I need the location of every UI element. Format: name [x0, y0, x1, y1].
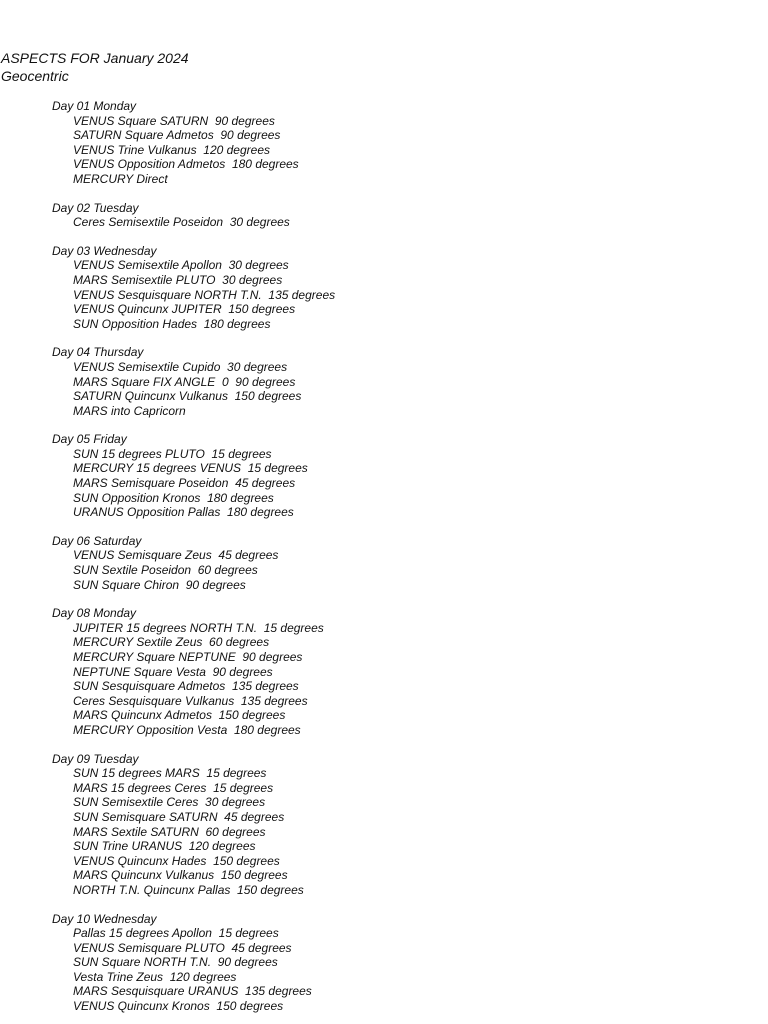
aspect-line: Pallas 15 degrees Apollon 15 degrees [73, 926, 279, 941]
day-block [52, 534, 752, 592]
day-title: Day 08 Monday [52, 606, 137, 621]
aspect-line: MERCURY 15 degrees VENUS 15 degrees [73, 461, 308, 476]
aspect-line: URANUS Opposition Pallas 180 degrees [73, 505, 294, 520]
aspect-line: MARS Sesquisquare URANUS 135 degrees [73, 984, 312, 999]
aspect-line: SUN 15 degrees MARS 15 degrees [73, 766, 267, 781]
aspect-line: VENUS Semisquare PLUTO 45 degrees [73, 940, 292, 955]
day-block [52, 912, 752, 1014]
day-title: Day 10 Wednesday [52, 911, 157, 926]
day-block [52, 99, 752, 187]
aspect-line: MERCURY Square NEPTUNE 90 degrees [73, 650, 303, 664]
day-block [52, 201, 752, 230]
aspect-line: SUN Opposition Hades 180 degrees [73, 316, 271, 331]
day-title: Day 04 Thursday [52, 345, 144, 360]
aspect-line: SUN Square NORTH T.N. 90 degrees [73, 955, 278, 970]
day-title: Day 09 Tuesday [52, 751, 139, 766]
aspect-line: MERCURY Opposition Vesta 180 degrees [73, 722, 301, 737]
day-title: Day 06 Saturday [52, 533, 142, 548]
aspect-line: SUN Semisquare SATURN 45 degrees [73, 809, 285, 824]
aspect-line: VENUS Quincunx JUPITER 150 degrees [73, 302, 296, 317]
day-block [52, 244, 752, 332]
aspect-line: MERCURY Sextile Zeus 60 degrees [73, 635, 270, 650]
aspect-line: VENUS Square SATURN 90 degrees [73, 113, 275, 128]
aspect-line: MARS 15 degrees Ceres 15 degrees [73, 780, 274, 795]
aspect-line: VENUS Semisquare Zeus 45 degrees [73, 548, 279, 563]
aspect-line: MARS Quincunx Vulkanus 150 degrees [73, 868, 288, 883]
day-block [52, 345, 752, 418]
aspect-line: SATURN Square Admetos 90 degrees [73, 128, 281, 143]
aspect-line: VENUS Quincunx Kronos 150 degrees [73, 999, 284, 1014]
aspect-line: MARS Square FIX ANGLE 0 90 degrees [73, 374, 296, 389]
aspect-line: Ceres Semisextile Poseidon 30 degrees [73, 215, 290, 230]
aspect-line: MERCURY Direct [73, 171, 168, 186]
day-title: Day 01 Monday [52, 99, 137, 113]
day-block [52, 432, 752, 520]
aspect-line: SUN Square Chiron 90 degrees [73, 577, 246, 592]
aspect-line: Ceres Sesquisquare Vulkanus 135 degrees [73, 693, 308, 708]
aspect-line: MARS Sextile SATURN 60 degrees [73, 824, 266, 839]
day-title: Day 03 Wednesday [52, 243, 157, 258]
aspect-line: VENUS Opposition Admetos 180 degrees [73, 157, 299, 172]
aspect-line: NORTH T.N. Quincunx Pallas 150 degrees [73, 882, 304, 897]
aspect-line: SUN Sextile Poseidon 60 degrees [73, 563, 258, 578]
document-header [1, 50, 189, 85]
aspect-line: VENUS Trine Vulkanus 120 degrees [73, 142, 270, 157]
aspect-line: VENUS Semisextile Cupido 30 degrees [73, 359, 288, 374]
page-title: ASPECTS FOR January 2024 [1, 50, 189, 66]
day-title: Day 05 Friday [52, 432, 127, 447]
page-subtitle: Geocentric [1, 67, 69, 84]
aspect-line: SUN Opposition Kronos 180 degrees [73, 490, 274, 505]
aspect-line: MARS Semisquare Poseidon 45 degrees [73, 476, 296, 491]
aspect-line: VENUS Sesquisquare NORTH T.N. 135 degrees [73, 287, 336, 302]
aspect-line: VENUS Semisextile Apollon 30 degrees [73, 258, 289, 273]
day-title: Day 02 Tuesday [52, 200, 139, 215]
aspect-line: SUN Semisextile Ceres 30 degrees [73, 795, 266, 810]
aspect-line: SUN Trine URANUS 120 degrees [73, 839, 256, 854]
aspect-line: MARS into Capricorn [73, 403, 186, 418]
aspect-line: JUPITER 15 degrees NORTH T.N. 15 degrees [73, 620, 324, 635]
aspect-line: NEPTUNE Square Vesta 90 degrees [73, 664, 273, 679]
aspect-line: SUN Sesquisquare Admetos 135 degrees [73, 679, 299, 694]
aspect-line: SUN 15 degrees PLUTO 15 degrees [73, 446, 272, 461]
aspect-line: MARS Quincunx Admetos 150 degrees [73, 708, 286, 723]
aspect-line: SATURN Quincunx Vulkanus 150 degrees [73, 389, 302, 404]
aspect-line: MARS Semisextile PLUTO 30 degrees [73, 272, 283, 287]
day-block [52, 752, 752, 898]
day-block [52, 606, 752, 737]
aspect-line: VENUS Quincunx Hades 150 degrees [73, 853, 280, 868]
aspect-line: Vesta Trine Zeus 120 degrees [73, 969, 237, 984]
day-list [52, 99, 752, 1024]
